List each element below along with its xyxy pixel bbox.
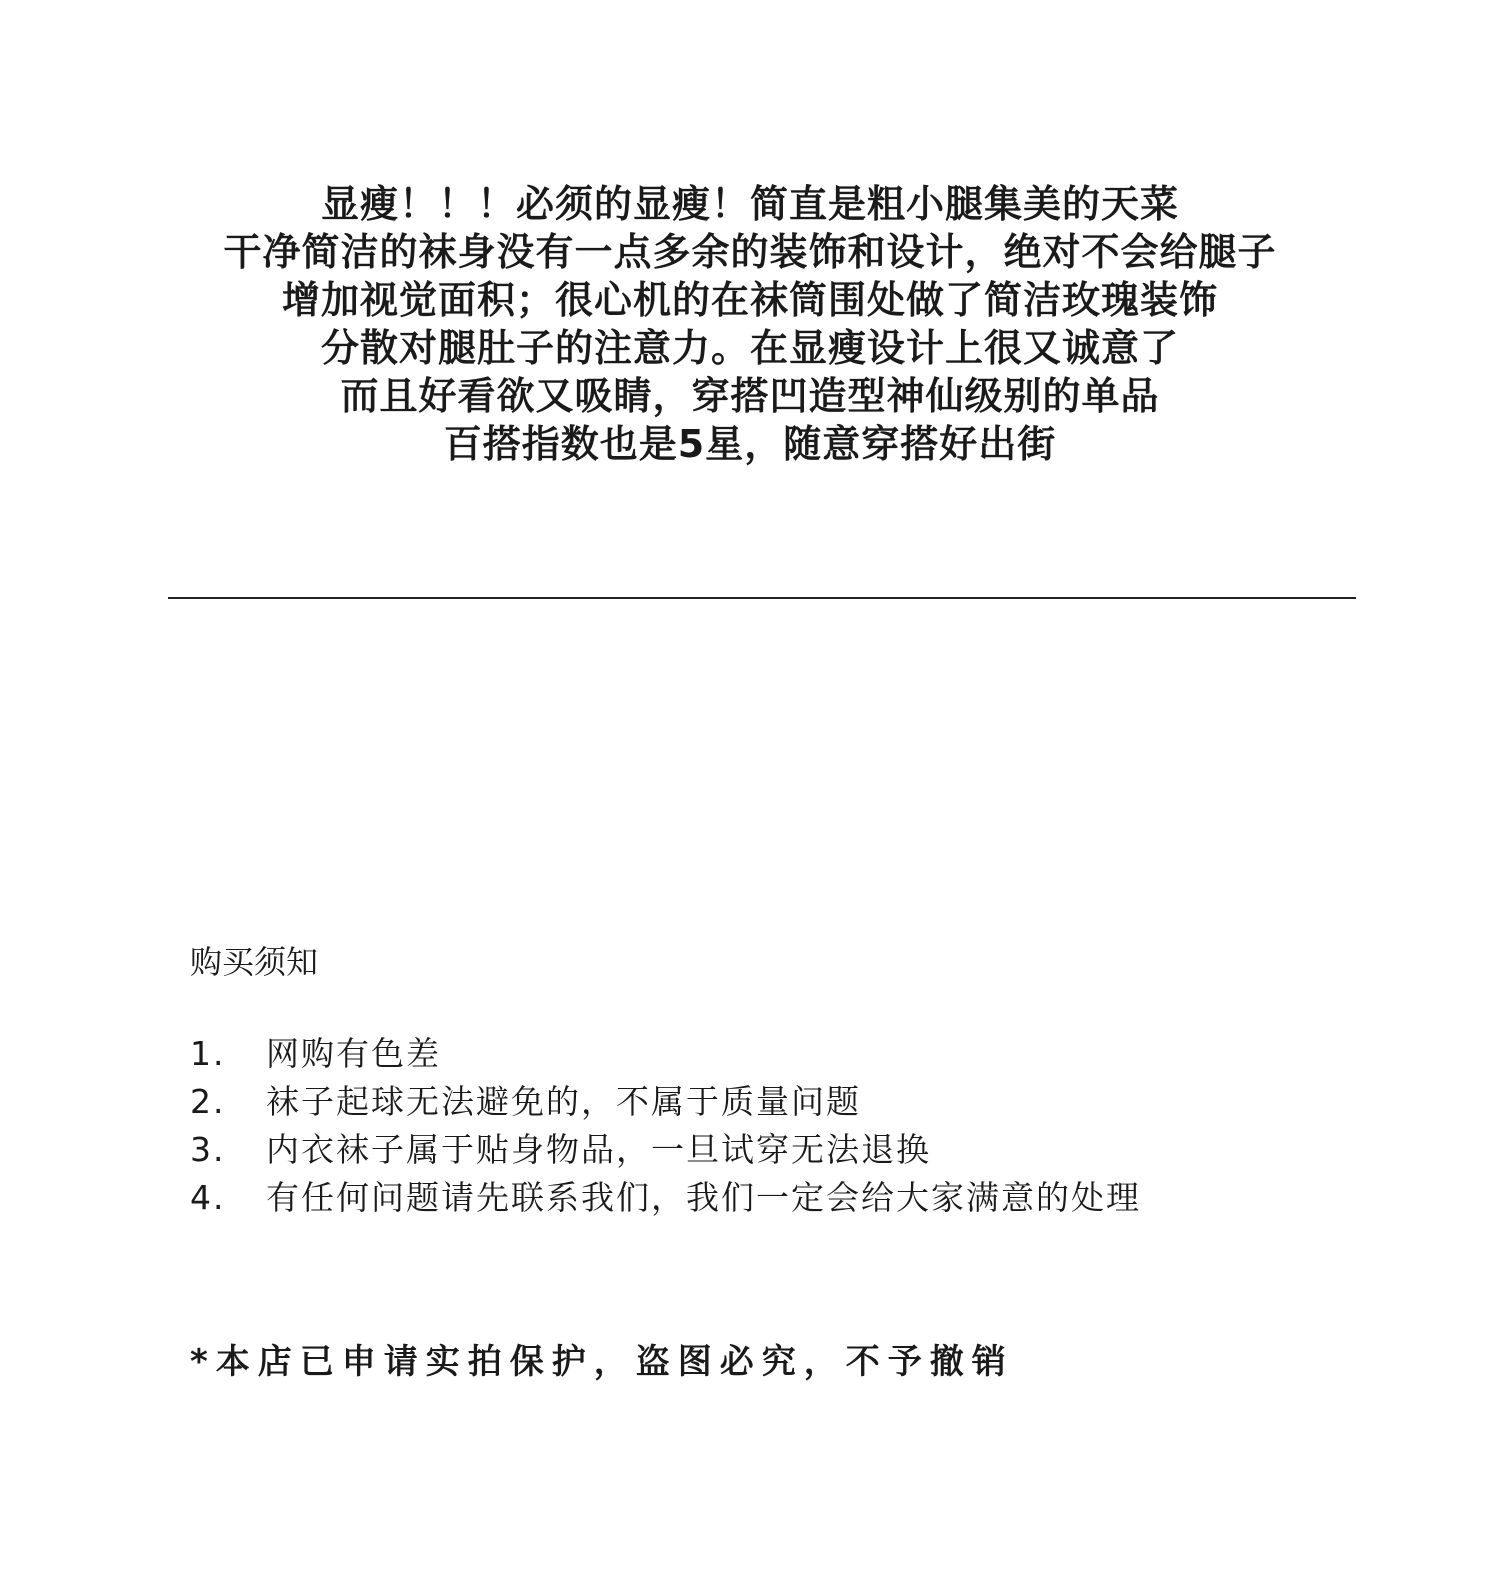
purchase-notice-list [190,1030,1141,1222]
purchase-notice-title: 购买须知 [190,943,319,981]
notice-item [190,1078,1141,1126]
notice-item-number: 3. [190,1130,226,1169]
description-line: 显瘦！！！必须的显瘦！简直是粗小腿集美的天菜 [320,182,1179,226]
description-line: 分散对腿肚子的注意力。在显瘦设计上很又诚意了 [320,326,1179,370]
notice-item [190,1174,1141,1222]
photo-protection-note: *本店已申请实拍保护，盗图必究，不予撤销 [190,1342,1014,1382]
notice-item [190,1030,1141,1078]
notice-item [190,1126,1141,1174]
description-line: 增加视觉面积；很心机的在袜筒围处做了简洁玫瑰装饰 [281,278,1218,322]
description-line: 而且好看欲又吸睛，穿搭凹造型神仙级别的单品 [340,374,1160,418]
product-description [0,180,1500,468]
notice-item-number: 4. [190,1178,226,1217]
notice-item-text: 内衣袜子属于贴身物品，一旦试穿无法退换 [266,1130,931,1169]
description-line: 百搭指数也是5星，随意穿搭好出街 [443,422,1057,466]
notice-item-text: 有任何问题请先联系我们，我们一定会给大家满意的处理 [266,1178,1141,1217]
notice-item-text: 网购有色差 [266,1034,441,1073]
notice-item-number: 1. [190,1034,226,1073]
description-line: 干净简洁的袜身没有一点多余的装饰和设计，绝对不会给腿子 [223,230,1277,274]
notice-item-number: 2. [190,1082,226,1121]
section-divider [168,597,1356,599]
notice-item-text: 袜子起球无法避免的，不属于质量问题 [266,1082,861,1121]
